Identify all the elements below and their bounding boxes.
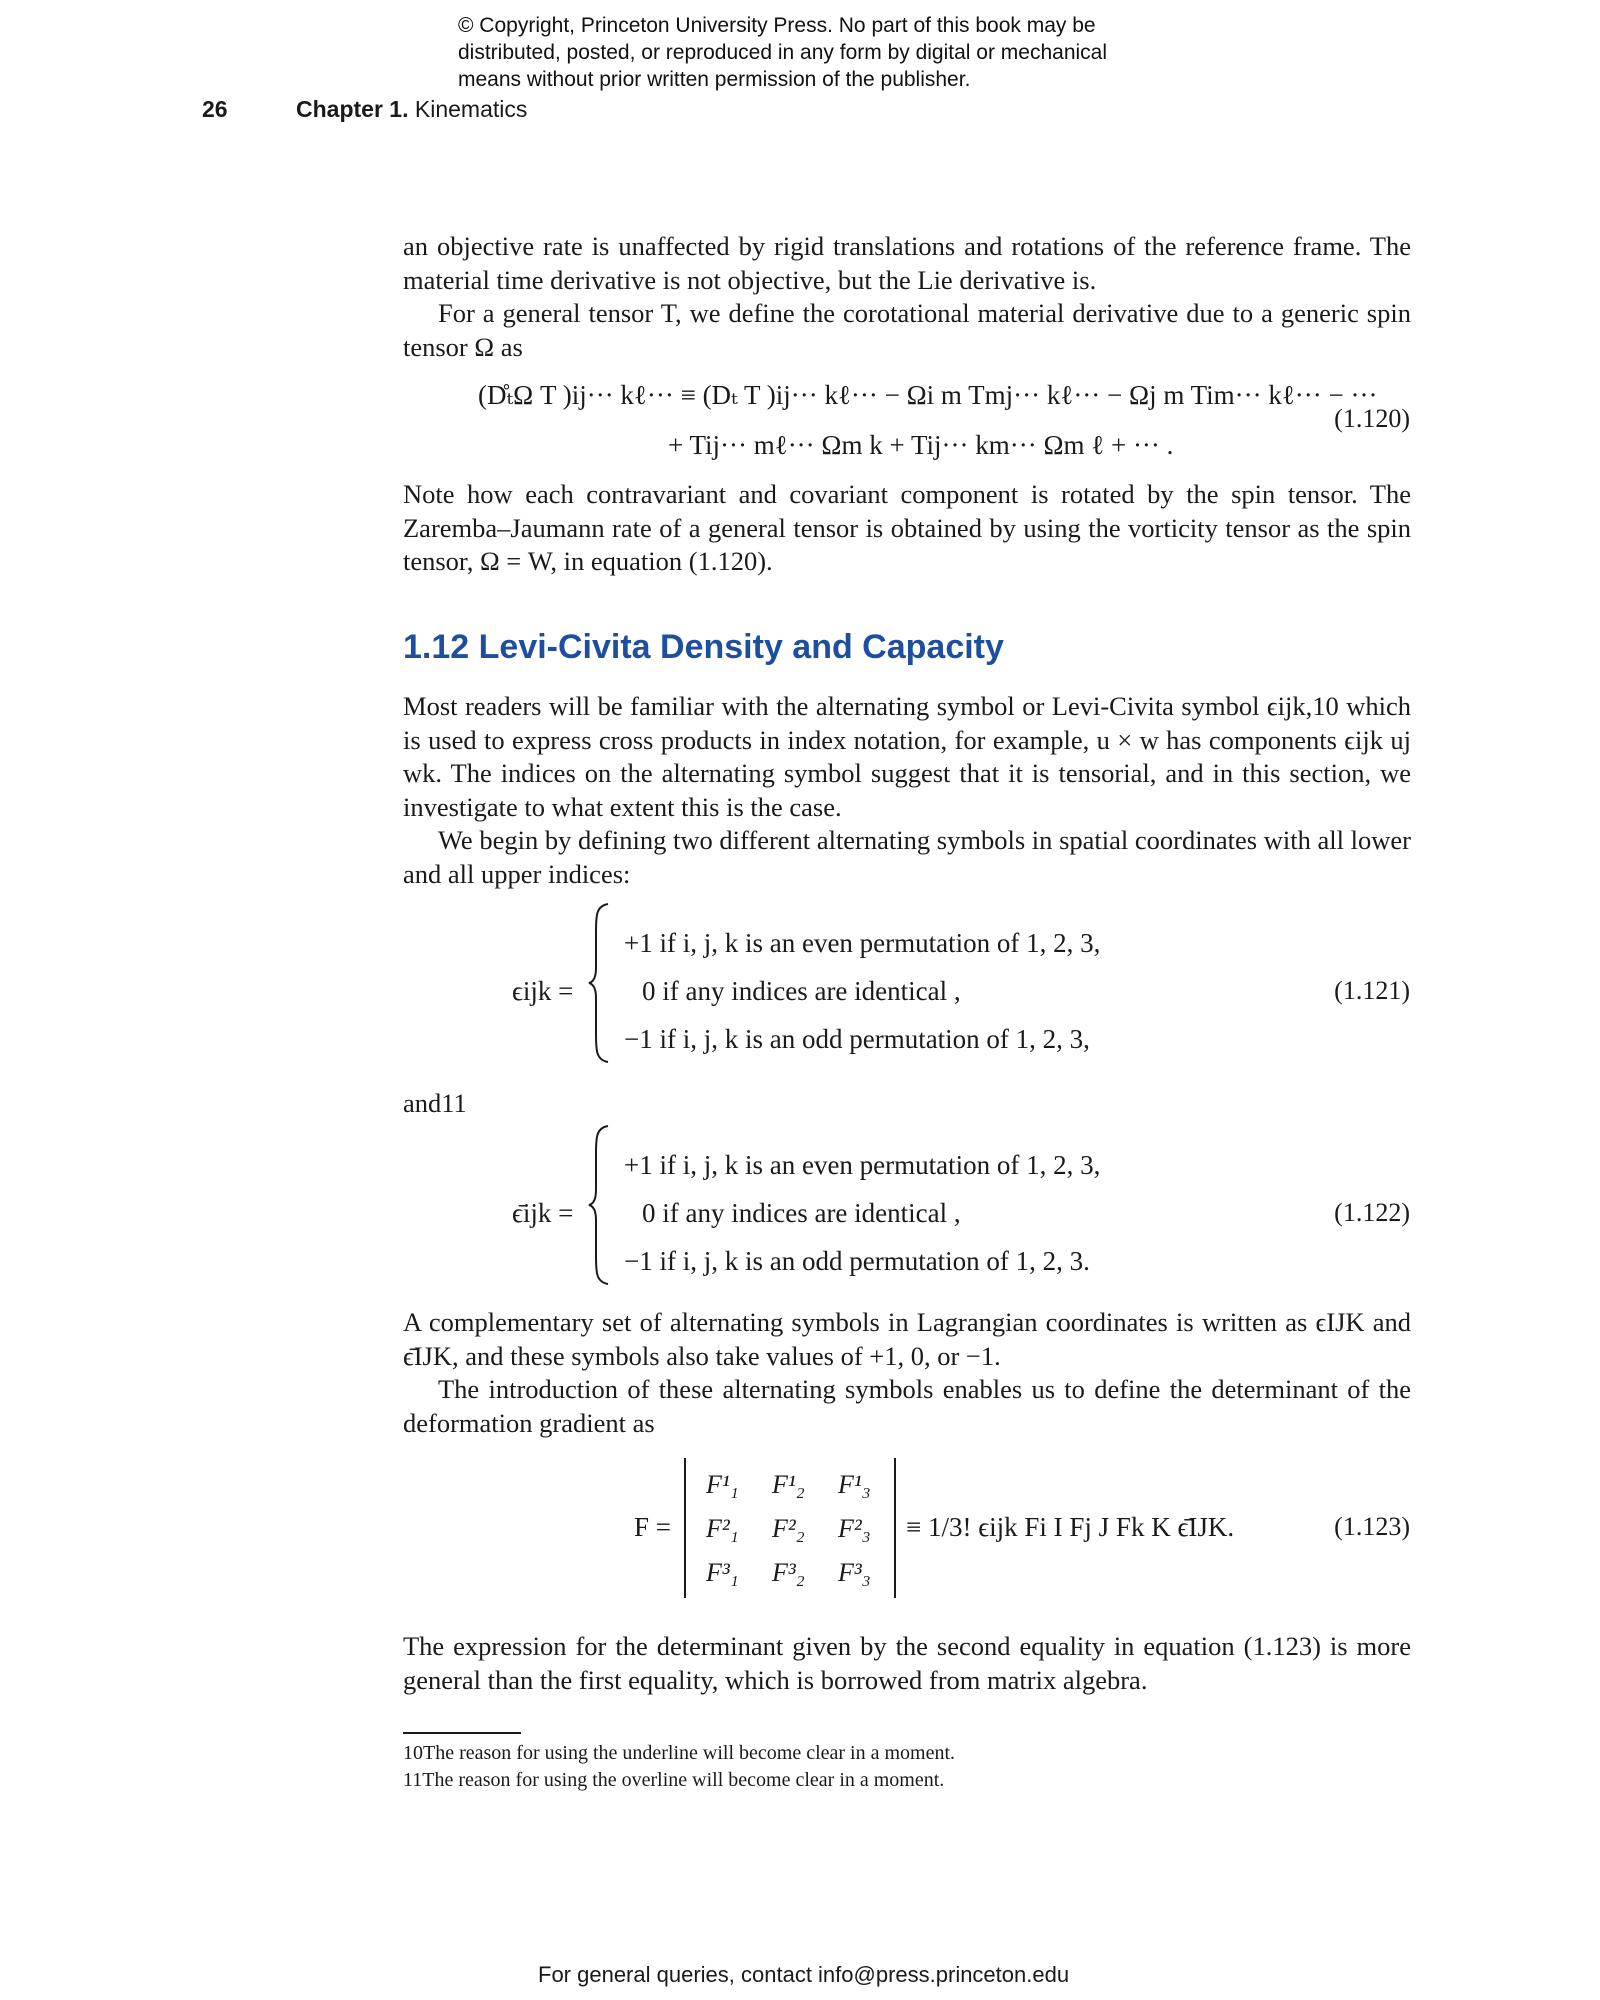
equation-number-1-122: (1.122) — [1334, 1198, 1410, 1227]
case-row-1: +1 if i, j, k is an even permutation of 1, 2, 3, — [624, 1150, 1101, 1180]
paragraph-6 — [403, 1306, 1411, 1440]
matrix-cell: F²₂ — [772, 1514, 805, 1543]
matrix-cell: F³₁ — [706, 1558, 739, 1587]
matrix-cell: F³₃ — [838, 1558, 871, 1587]
equation-number-1-120: (1.120) — [1334, 404, 1410, 433]
footer-contact: For general queries, contact info@press.princeton.edu — [538, 1962, 1070, 1987]
matrix-cell: F¹₃ — [838, 1470, 871, 1499]
equation-number-1-123: (1.123) — [1334, 1512, 1410, 1541]
determinant-bar-left — [684, 1458, 686, 1598]
section-number: 1.12 — [403, 628, 470, 666]
equation-1-120-line-1: (D̊ₜΩ T )ij··· kℓ··· ≡ (Dₜ T )ij··· kℓ··· − Ωi m Tmj··· kℓ··· − Ωj m Tim··· kℓ··· − ··· — [478, 380, 1378, 410]
case-row-2: 0 if any indices are identical , — [642, 1198, 961, 1228]
paragraph-6-text: A complementary set of alternating symbols in Lagrangian coordinates is written as ϵIJK and ϵ̄IJK, and these symbols also take values of +1, 0, or −1. — [403, 1307, 1411, 1371]
paragraph-7-text: The introduction of these alternating symbols enables us to define the determinant of the deformation gradient as — [403, 1374, 1411, 1438]
section-heading — [403, 628, 1004, 667]
paragraph-5-text: We begin by defining two different alternating symbols in spatial coordinates with all lower and all upper indices: — [403, 825, 1411, 889]
equation-1-123-lhs: F = — [634, 1512, 671, 1542]
copyright-line: © Copyright, Princeton University Press. No part of this book may be — [458, 14, 1096, 37]
paragraph-4 — [403, 690, 1411, 891]
matrix-cell: F²₁ — [706, 1514, 739, 1543]
copyright-notice — [458, 12, 1178, 93]
matrix-cell: F³₂ — [772, 1558, 805, 1587]
page-number: 26 — [202, 96, 228, 122]
footnote-10: 10The reason for using the underline will become clear in a moment. — [403, 1742, 956, 1764]
determinant-bar-right — [894, 1458, 896, 1598]
copyright-line: means without prior written permission of the publisher. — [458, 68, 971, 91]
equation-1-122-lhs: ϵ̄ijk = — [512, 1198, 574, 1228]
case-row-3: −1 if i, j, k is an odd permutation of 1, 2, 3. — [624, 1246, 1090, 1276]
equation-1-121-lhs: ϵijk = — [512, 976, 574, 1006]
running-head — [296, 96, 527, 123]
matrix-cell: F²₃ — [838, 1514, 871, 1543]
section-title: Levi-Civita Density and Capacity — [478, 628, 1004, 666]
case-row-2: 0 if any indices are identical , — [642, 976, 961, 1006]
matrix-cell: F¹₁ — [706, 1470, 739, 1499]
and-text: and11 — [403, 1088, 467, 1118]
paragraph-3 — [403, 478, 1411, 579]
paragraph-1-text: an objective rate is unaffected by rigid translations and rotations of the reference frame. The material time derivative is not objective, but the Lie derivative is. — [403, 231, 1411, 295]
paragraph-8 — [403, 1630, 1411, 1697]
left-brace-icon — [588, 1124, 610, 1286]
case-row-3: −1 if i, j, k is an odd permutation of 1, 2, 3, — [624, 1024, 1090, 1054]
case-row-1: +1 if i, j, k is an even permutation of 1, 2, 3, — [624, 928, 1101, 958]
footnote-rule — [403, 1732, 521, 1734]
left-brace-icon — [588, 902, 610, 1064]
paragraph-4-text: Most readers will be familiar with the alternating symbol or Levi-Civita symbol ϵijk,10 which is used to express cross products in index notation, for example, u × w has components ϵijk uj wk. The indices on the alternating symbol suggest that it is tensorial, and in this section, we investigate to what extent this is the case. — [403, 691, 1411, 822]
equation-1-120-line-2: + Tij··· mℓ··· Ωm k + Tij··· km··· Ωm ℓ + ··· . — [668, 430, 1174, 460]
equation-number-1-121: (1.121) — [1334, 976, 1410, 1005]
paragraph-3-text: Note how each contravariant and covariant component is rotated by the spin tensor. The Zaremba–Jaumann rate of a general tensor is obtained by using the vorticity tensor as the spin tensor, Ω = W, in equation (1.120). — [403, 479, 1411, 576]
paragraph-1 — [403, 230, 1411, 364]
footnote-11: 11The reason for using the overline will become clear in a moment. — [403, 1769, 945, 1791]
paragraph-2-text: For a general tensor T, we define the corotational material derivative due to a generic spin tensor Ω as — [403, 298, 1411, 362]
chapter-title: Kinematics — [414, 96, 528, 122]
paragraph-8-text: The expression for the determinant given by the second equality in equation (1.123) is more general than the first equality, which is borrowed from matrix algebra. — [403, 1631, 1411, 1695]
equation-1-123-rhs: ≡ 1/3! ϵijk Fi I Fj J Fk K ϵ̄IJK. — [906, 1512, 1235, 1542]
copyright-line: distributed, posted, or reproduced in any form by digital or mechanical — [458, 41, 1108, 64]
chapter-label: Chapter 1. — [296, 96, 409, 122]
matrix-cell: F¹₂ — [772, 1470, 805, 1499]
